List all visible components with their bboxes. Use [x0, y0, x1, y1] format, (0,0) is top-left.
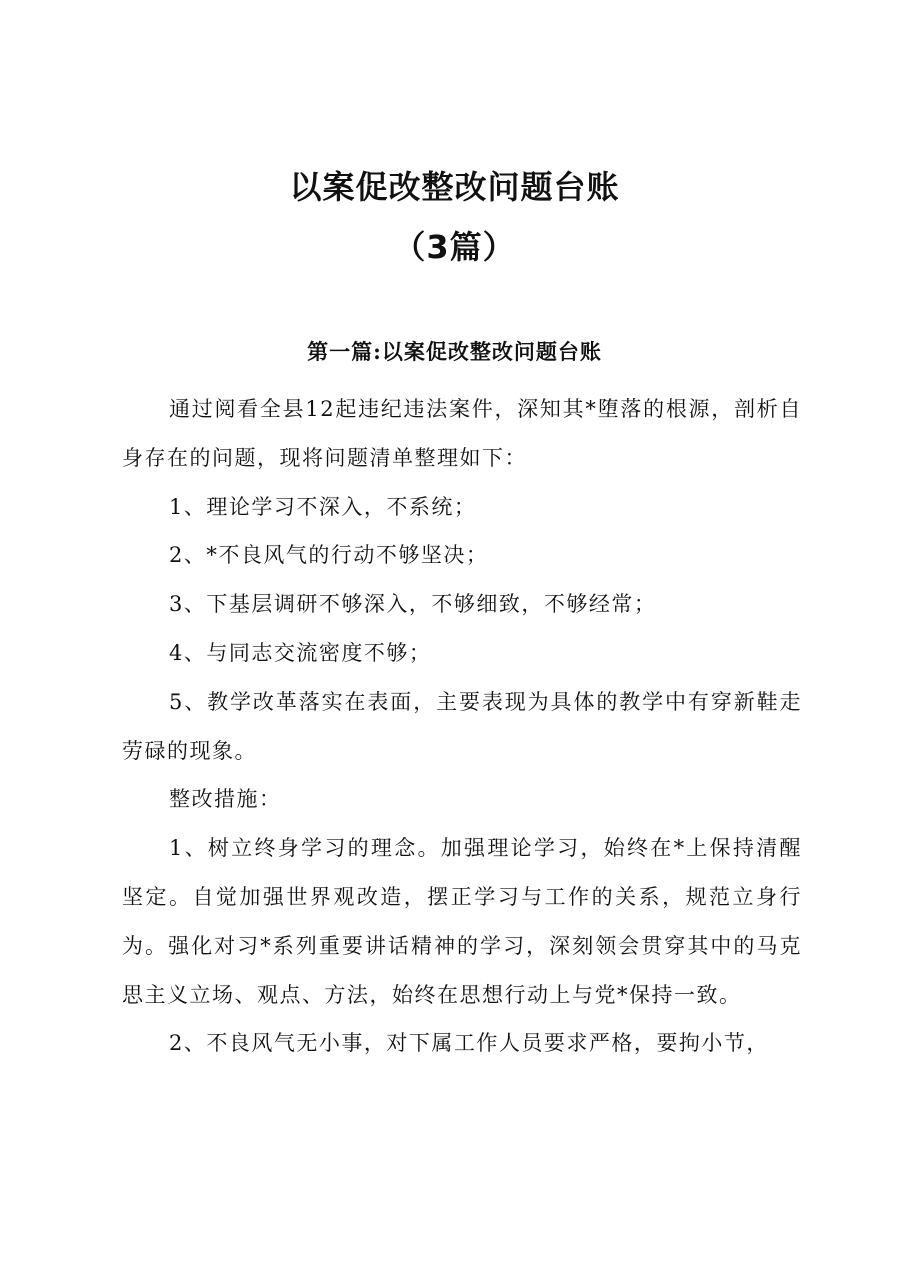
document-title: 以案促改整改问题台账 — [289, 168, 620, 206]
paragraph-issue-3: 3、下基层调研不够深入，不够细致，不够经常； — [169, 592, 657, 617]
paragraph-issue-2: 2、*不良风气的行动不够坚决； — [169, 543, 489, 568]
paragraph-intro: 通过阅看全县12起违纪违法案件，深知其*堕落的根源，剖析自身存在的问题，现将问题清单整理如下： — [122, 397, 802, 470]
paragraph-measure-1: 1、树立终身学习的理念。加强理论学习，始终在*上保持清醒坚定。自觉加强世界观改造，摆正学习与工作的关系，规范立身行为。强化对习*系列重要讲话精神的学习，深刻领会贯穿其中的马克思主义立场、观点、方法，始终在思想行动上与党*保持一致。 — [122, 836, 802, 1007]
paragraph-issue-1: 1、理论学习不深入，不系统； — [169, 494, 477, 519]
paragraph-measures-heading: 整改措施： — [169, 787, 282, 812]
paragraph-issue-4: 4、与同志交流密度不够； — [169, 640, 432, 665]
paragraph-measure-2: 2、不良风气无小事，对下属工作人员要求严格，要拘小节， — [169, 1031, 769, 1056]
section-heading: 第一篇:以案促改整改问题台账 — [307, 339, 602, 364]
paragraph-issue-5: 5、教学改革落实在表面，主要表现为具体的教学中有穿新鞋走劳碌的现象。 — [122, 689, 802, 763]
document-subtitle: （3篇） — [393, 228, 516, 266]
document-body — [122, 385, 802, 1068]
